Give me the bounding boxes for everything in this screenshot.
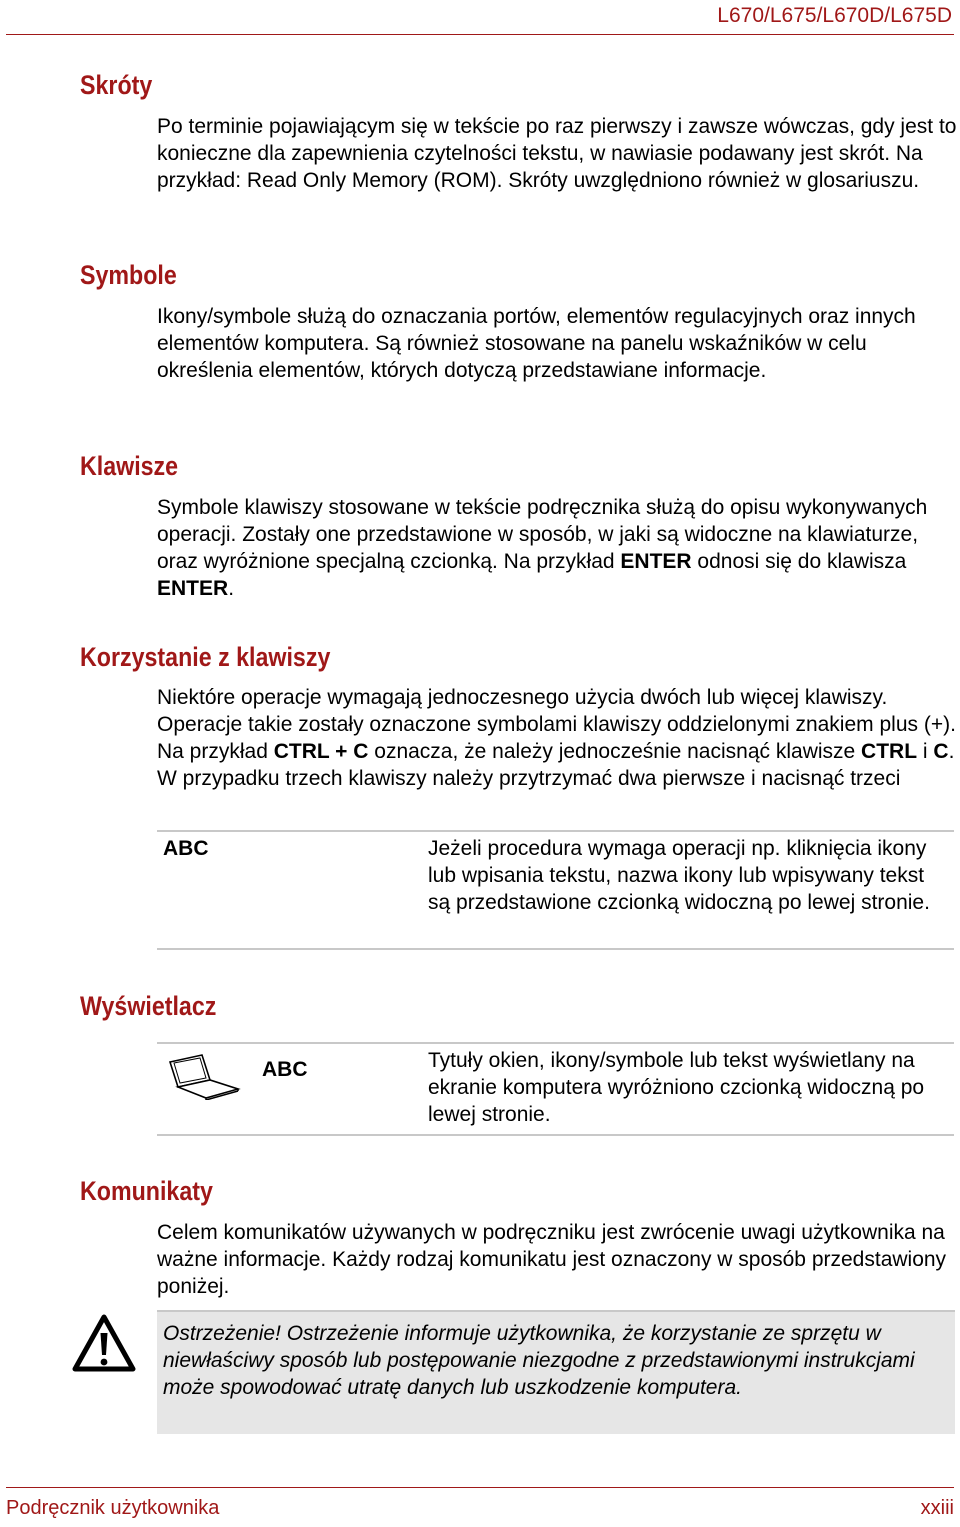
- table-rule-top: [157, 830, 954, 832]
- klawisze-text: [157, 494, 957, 602]
- key-ctrl: CTRL: [861, 740, 918, 763]
- skroty-text: Po terminie pojawiającym się w tekście po raz pierwszy i zawsze wówczas, gdy jest to konieczne dla zapewnienia czytelności tekstu, w nawiasie podawany jest skrót. Na przykład: Read Only Memory (ROM). Skróty uwzględniono również w glosariuszu.: [157, 115, 957, 192]
- heading-komunikaty: Komunikaty: [80, 1176, 213, 1206]
- paragraph-klawisze: [157, 494, 957, 602]
- warning-icon: [72, 1313, 136, 1373]
- heading-wyswietlacz: Wyświetlacz: [80, 991, 217, 1021]
- komunikaty-text: Celem komunikatów używanych w podręczniku jest zwrócenie uwagi użytkownika na ważne informacje. Każdy rodzaj komunikatu jest oznaczony w sposób przedstawiony poniżej.: [157, 1221, 947, 1298]
- key-ctrl-c: CTRL + C: [273, 740, 369, 763]
- convention-key-sample: ABC: [163, 837, 209, 860]
- laptop-icon: [164, 1052, 244, 1100]
- klawisze-text-1: Symbole klawiszy stosowane w tekście podręcznika służą do opisu wykonywanych operacji. Zostały one przedstawione w sposób, w jaki są widoczne na klawiaturze, oraz wyróżnione specjalną czcionką. Na przykład: [157, 496, 928, 573]
- key-enter-2: ENTER: [157, 577, 229, 600]
- heading-symbole: Symbole: [80, 260, 177, 290]
- korzystanie-text: [157, 684, 957, 792]
- korzystanie-text-4: . W przypadku trzech klawiszy należy przytrzymać dwa pierwsze i nacisnąć trzeci: [157, 740, 955, 790]
- klawisze-text-2: odnosi się do klawisza: [691, 550, 907, 573]
- warning-box: [157, 1310, 955, 1434]
- paragraph-korzystanie: [157, 684, 957, 792]
- header-model: L670/L675/L670D/L675D: [717, 4, 952, 27]
- convention-key-description: Jeżeli procedura wymaga operacji np. kliknięcia ikony lub wpisania tekstu, nazwa ikony lub wpisywany tekst są przedstawione czcionką widoczną po lewej stronie.: [428, 837, 930, 914]
- heading-skroty: Skróty: [80, 70, 153, 100]
- heading-klawisze: Klawisze: [80, 451, 179, 481]
- header-divider: [6, 34, 954, 35]
- footer-divider: [6, 1487, 954, 1488]
- paragraph-symbole: [157, 303, 957, 384]
- paragraph-skroty: [157, 113, 957, 194]
- klawisze-text-3: .: [228, 577, 235, 600]
- key-c: C: [933, 740, 949, 763]
- key-enter-1: ENTER: [620, 550, 692, 573]
- display-description: Tytuły okien, ikony/symbole lub tekst wyświetlany na ekranie komputera wyróżniono czcionką widoczną po lewej stronie.: [428, 1049, 925, 1126]
- table-rule-bottom: [157, 948, 954, 950]
- footer-title: Podręcznik użytkownika: [6, 1497, 220, 1519]
- warning-text: Ostrzeżenie! Ostrzeżenie informuje użytkownika, że korzystanie ze sprzętu w niewłaściwy sposób lub postępowanie niezgodne z przedstawionymi instrukcjami może spowodować utratę danych lub uszkodzenie komputera.: [163, 1322, 915, 1399]
- heading-korzystanie: Korzystanie z klawiszy: [80, 642, 331, 672]
- display-table-rule-top: [157, 1042, 954, 1044]
- korzystanie-text-3: i: [917, 740, 934, 763]
- paragraph-komunikaty: [157, 1219, 957, 1300]
- symbole-text: Ikony/symbole służą do oznaczania portów, elementów regulacyjnych oraz innych elementów komputera. Są również stosowane na panelu wskaźników w celu określenia elementów, których dotyczą przedstawiane informacje.: [157, 305, 916, 382]
- display-key-sample: ABC: [262, 1058, 308, 1081]
- display-table-rule-bottom: [157, 1134, 954, 1136]
- korzystanie-text-2: oznacza, że należy jednocześnie nacisnąć klawisze: [368, 740, 862, 763]
- korzystanie-text-1: Niektóre operacje wymagają jednoczesnego użycia dwóch lub więcej klawiszy. Operacje takie zostały oznaczone symbolami klawiszy oddzielonymi znakiem plus (+). Na przykład: [157, 686, 956, 763]
- page-number: xxiii: [920, 1497, 954, 1519]
